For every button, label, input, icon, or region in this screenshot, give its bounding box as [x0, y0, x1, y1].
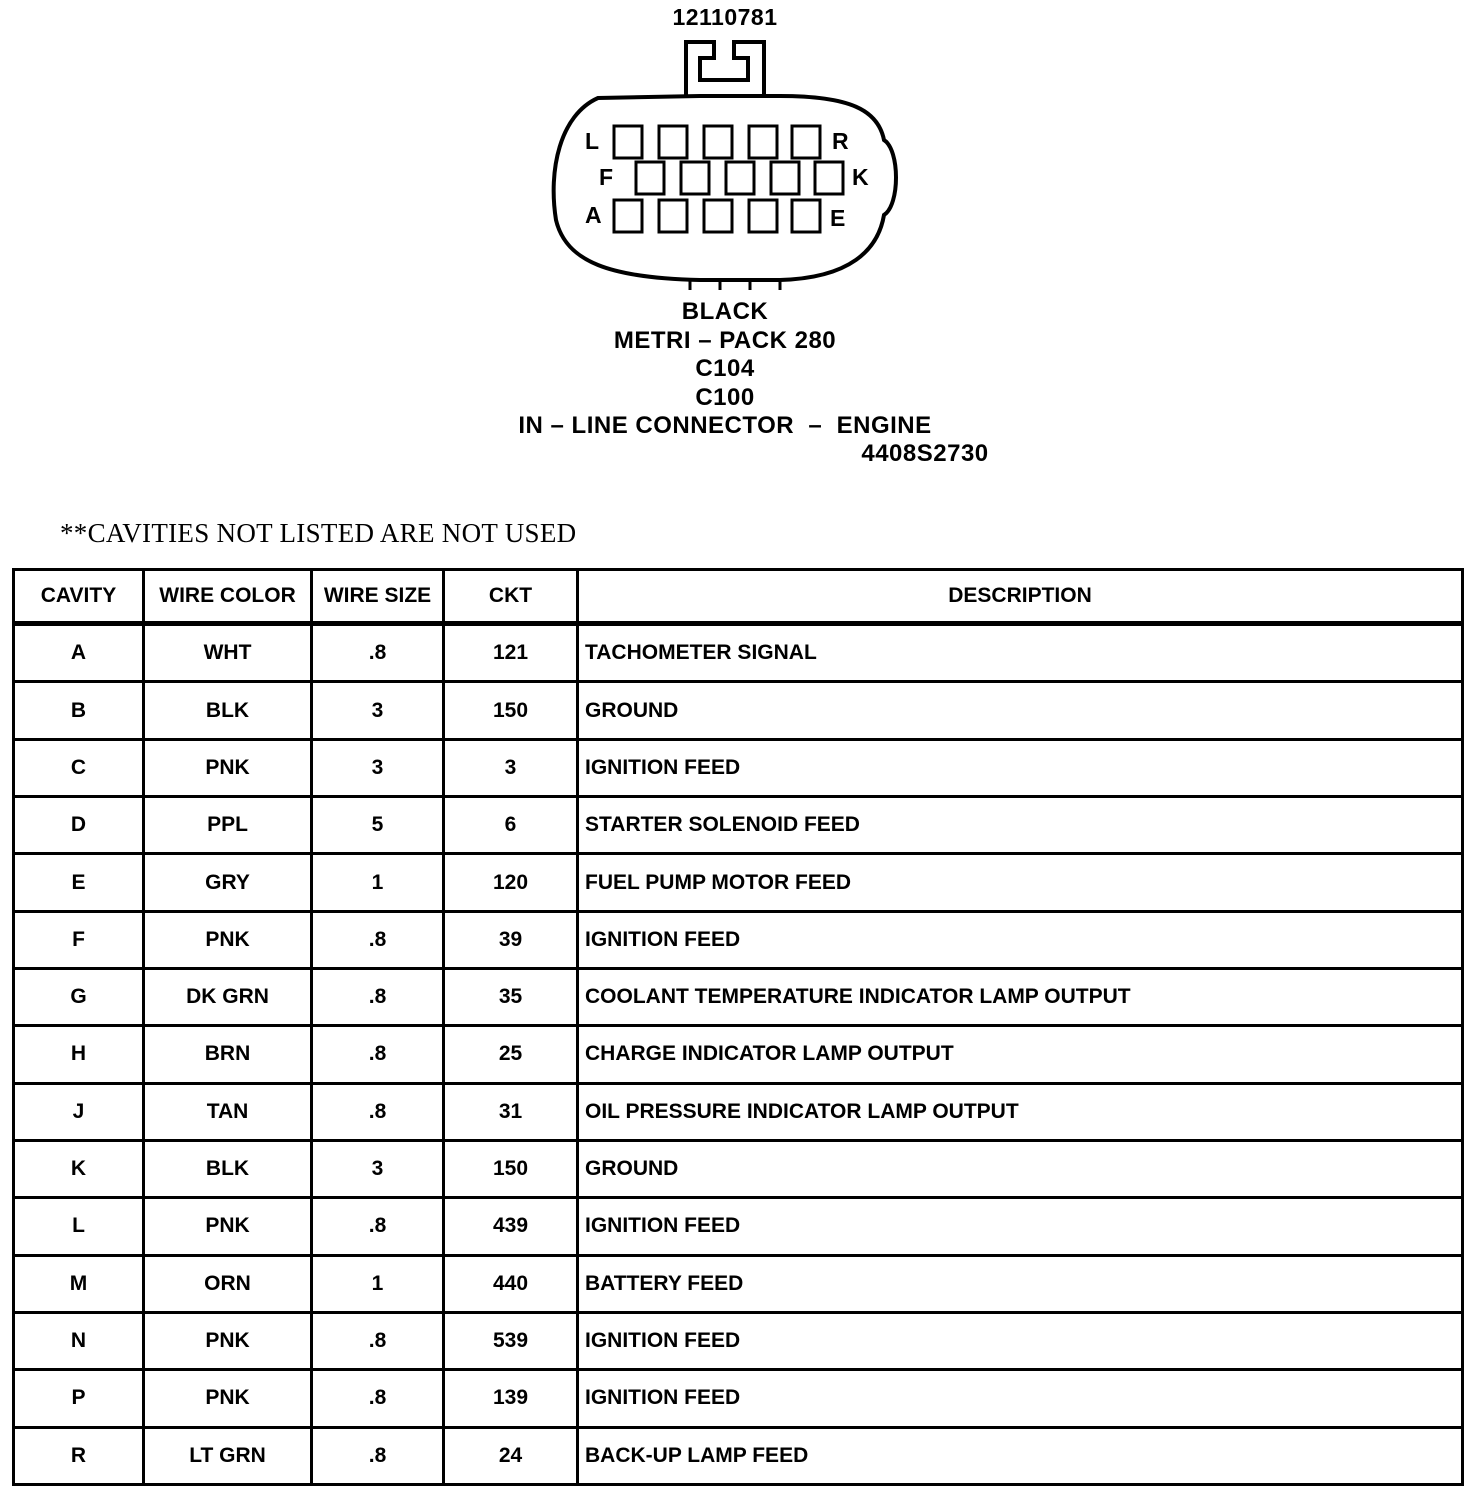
cell-ckt: 6	[444, 797, 578, 854]
connector-name: IN – LINE CONNECTOR – ENGINE	[518, 412, 932, 439]
cavity-label-k: K	[852, 164, 869, 190]
cell-wire-color: PNK	[144, 1312, 312, 1369]
cell-wire-size: 1	[312, 1255, 444, 1312]
connector-id-1: C104	[695, 355, 755, 382]
cavity-label-l: L	[585, 128, 600, 154]
cavity-row-top	[614, 126, 820, 158]
cell-wire-size: 3	[312, 1140, 444, 1197]
cell-wire-size: .8	[312, 1427, 444, 1484]
cavity-label-e: E	[830, 205, 846, 231]
figure-id: 4408S2730	[861, 440, 989, 467]
cell-wire-color: PNK	[144, 739, 312, 796]
cell-wire-size: .8	[312, 1083, 444, 1140]
cell-description: STARTER SOLENOID FEED	[578, 797, 1463, 854]
cell-wire-size: .8	[312, 1026, 444, 1083]
cell-wire-color: PNK	[144, 1370, 312, 1427]
cell-ckt: 539	[444, 1312, 578, 1369]
cell-description: IGNITION FEED	[578, 739, 1463, 796]
unused-cavities-note: **CAVITIES NOT LISTED ARE NOT USED	[60, 518, 577, 548]
cell-cavity: J	[14, 1083, 144, 1140]
cavity-label-r: R	[832, 128, 849, 154]
table-row	[14, 1427, 1463, 1484]
table-header-row	[14, 570, 1463, 624]
cell-wire-size: 5	[312, 797, 444, 854]
table-row	[14, 911, 1463, 968]
cell-cavity: P	[14, 1370, 144, 1427]
cavity-row-bottom	[614, 200, 820, 232]
connector-body-drawing	[0, 0, 1472, 300]
connector-latch	[686, 42, 764, 96]
header-cavity: CAVITY	[14, 570, 144, 624]
cell-ckt: 25	[444, 1026, 578, 1083]
cell-ckt: 150	[444, 1140, 578, 1197]
table-row	[14, 854, 1463, 911]
table-row	[14, 1198, 1463, 1255]
connector-id-2: C100	[695, 383, 755, 411]
cell-cavity: R	[14, 1427, 144, 1484]
table-row	[14, 682, 1463, 739]
pinout-table	[12, 568, 1464, 1486]
cell-cavity: N	[14, 1312, 144, 1369]
cell-wire-size: .8	[312, 1312, 444, 1369]
cell-ckt: 31	[444, 1083, 578, 1140]
cell-cavity: K	[14, 1140, 144, 1197]
header-wire-color: WIRE COLOR	[144, 570, 312, 624]
cell-wire-color: DK GRN	[144, 969, 312, 1026]
cell-description: GROUND	[578, 682, 1463, 739]
connector-diagram	[0, 0, 1472, 480]
cavity-label-a: A	[585, 202, 602, 228]
cell-description: TACHOMETER SIGNAL	[578, 624, 1463, 682]
cell-wire-size: 1	[312, 854, 444, 911]
cell-cavity: B	[14, 682, 144, 739]
cell-wire-color: PPL	[144, 797, 312, 854]
cell-description: IGNITION FEED	[578, 1198, 1463, 1255]
cell-ckt: 35	[444, 969, 578, 1026]
cell-description: COOLANT TEMPERATURE INDICATOR LAMP OUTPUT	[578, 969, 1463, 1026]
cell-cavity: F	[14, 911, 144, 968]
cell-wire-size: 3	[312, 739, 444, 796]
cell-cavity: L	[14, 1198, 144, 1255]
cell-ckt: 3	[444, 739, 578, 796]
cell-description: IGNITION FEED	[578, 1370, 1463, 1427]
cell-wire-size: .8	[312, 624, 444, 682]
cell-wire-color: ORN	[144, 1255, 312, 1312]
cell-wire-size: 3	[312, 682, 444, 739]
table-row	[14, 797, 1463, 854]
table-row	[14, 1255, 1463, 1312]
connector-color: BLACK	[681, 298, 769, 325]
cell-description: GROUND	[578, 1140, 1463, 1197]
cell-description: CHARGE INDICATOR LAMP OUTPUT	[578, 1026, 1463, 1083]
cell-description: BACK-UP LAMP FEED	[578, 1427, 1463, 1484]
cell-wire-color: PNK	[144, 1198, 312, 1255]
cell-description: FUEL PUMP MOTOR FEED	[578, 854, 1463, 911]
cell-cavity: M	[14, 1255, 144, 1312]
cell-description: BATTERY FEED	[578, 1255, 1463, 1312]
header-description: DESCRIPTION	[578, 570, 1463, 624]
cell-cavity: C	[14, 739, 144, 796]
cell-wire-size: .8	[312, 1198, 444, 1255]
cell-wire-color: GRY	[144, 854, 312, 911]
cell-ckt: 139	[444, 1370, 578, 1427]
cell-ckt: 440	[444, 1255, 578, 1312]
cavity-label-f: F	[599, 164, 614, 190]
table-row	[14, 969, 1463, 1026]
cell-description: IGNITION FEED	[578, 911, 1463, 968]
cell-wire-color: BRN	[144, 1026, 312, 1083]
header-wire-size: WIRE SIZE	[312, 570, 444, 624]
cell-description: IGNITION FEED	[578, 1312, 1463, 1369]
cell-wire-color: WHT	[144, 624, 312, 682]
cell-wire-color: PNK	[144, 911, 312, 968]
cell-cavity: E	[14, 854, 144, 911]
table-row	[14, 1083, 1463, 1140]
cell-ckt: 120	[444, 854, 578, 911]
cell-description: OIL PRESSURE INDICATOR LAMP OUTPUT	[578, 1083, 1463, 1140]
cell-wire-size: .8	[312, 969, 444, 1026]
cell-ckt: 121	[444, 624, 578, 682]
cell-ckt: 24	[444, 1427, 578, 1484]
table-row	[14, 624, 1463, 682]
table-row	[14, 1312, 1463, 1369]
cell-cavity: A	[14, 624, 144, 682]
table-row	[14, 1370, 1463, 1427]
cavity-row-middle	[636, 162, 843, 194]
cell-ckt: 39	[444, 911, 578, 968]
connector-series: METRI – PACK 280	[613, 326, 837, 354]
part-number: 12110781	[672, 4, 778, 30]
cell-cavity: G	[14, 969, 144, 1026]
cell-cavity: H	[14, 1026, 144, 1083]
table-row	[14, 1140, 1463, 1197]
connector-info	[400, 298, 1050, 441]
cell-wire-color: LT GRN	[144, 1427, 312, 1484]
cell-wire-size: .8	[312, 911, 444, 968]
header-ckt: CKT	[444, 570, 578, 624]
cell-wire-size: .8	[312, 1370, 444, 1427]
table-row	[14, 1026, 1463, 1083]
cell-wire-color: BLK	[144, 1140, 312, 1197]
cell-ckt: 150	[444, 682, 578, 739]
cell-wire-color: TAN	[144, 1083, 312, 1140]
cell-cavity: D	[14, 797, 144, 854]
cell-ckt: 439	[444, 1198, 578, 1255]
table-row	[14, 739, 1463, 796]
cell-wire-color: BLK	[144, 682, 312, 739]
